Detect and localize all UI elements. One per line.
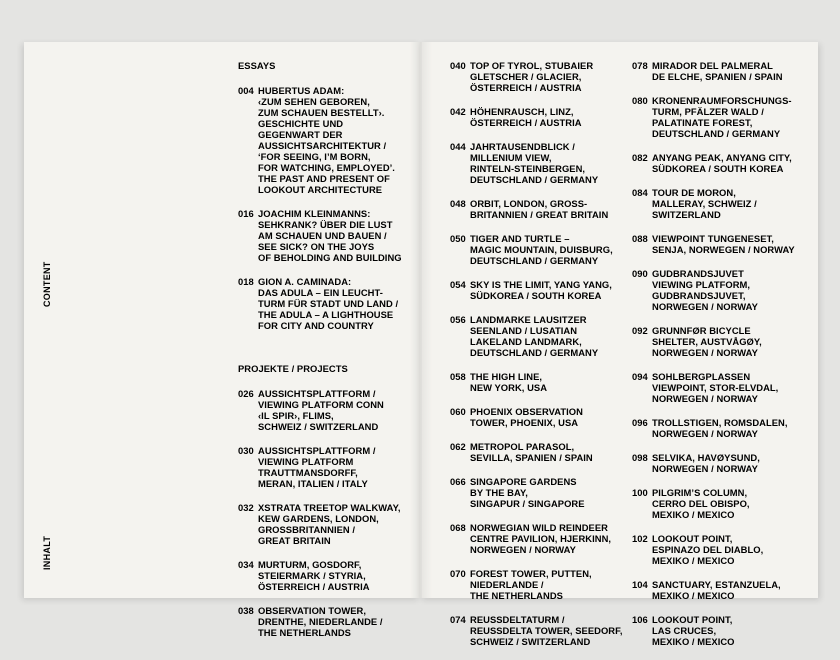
page-number: 068 (450, 522, 466, 533)
page-number: 102 (632, 533, 648, 544)
toc-entry (632, 487, 812, 520)
toc-entry (450, 371, 630, 393)
entry-title: VIEWPOINT TUNGENESET, SENJA, NORWEGEN / NORWAY (652, 233, 795, 255)
entry-title: SKY IS THE LIMIT, YANG YANG, SÜDKOREA / SOUTH KOREA (470, 279, 612, 301)
entry-title: GRUNNFØR BICYCLE SHELTER, AUSTVÅGØY, NORWEGEN / NORWAY (652, 325, 762, 358)
entry-title: TOP OF TYROL, STUBAIER GLETSCHER / GLACIER, ÖSTERREICH / AUSTRIA (470, 60, 594, 93)
entry-title: ORBIT, LONDON, GROSS- BRITANNIEN / GREAT BRITAIN (470, 198, 609, 220)
toc-entry (632, 371, 812, 404)
entry-title: PHOENIX OBSERVATION TOWER, PHOENIX, USA (470, 406, 583, 428)
side-label-inhalt: INHALT (42, 535, 52, 570)
page-number: 094 (632, 371, 648, 382)
entry-title: OBSERVATION TOWER, DRENTHE, NIEDERLANDE / THE NETHERLANDS (258, 605, 383, 638)
projects-heading: PROJEKTE / PROJECTS (238, 363, 348, 374)
page-number: 092 (632, 325, 648, 336)
side-label-content: CONTENT (42, 261, 52, 307)
toc-entry (238, 605, 413, 638)
page-number: 032 (238, 502, 254, 513)
page-number: 030 (238, 445, 254, 456)
page-number: 096 (632, 417, 648, 428)
entry-title: GION A. CAMINADA: DAS ADULA – EIN LEUCHT- TURM FÜR STADT UND LAND / THE ADULA – A LIGHTHOUSE FOR CITY AND COUNTRY (258, 276, 399, 331)
entry-title: SOHLBERGPLASSEN VIEWPOINT, STOR-ELVDAL, NORWEGEN / NORWAY (652, 371, 779, 404)
toc-entry (238, 276, 413, 331)
toc-entry (632, 60, 812, 82)
toc-entry (450, 141, 630, 185)
entry-title: SINGAPORE GARDENS BY THE BAY, SINGAPUR / SINGAPORE (470, 476, 585, 509)
page-number: 004 (238, 85, 254, 96)
entry-title: AUSSICHTSPLATTFORM / VIEWING PLATFORM CONN ‹IL SPIR›, FLIMS, SCHWEIZ / SWITZERLAND (258, 388, 384, 432)
toc-entry (632, 325, 812, 358)
page-number: 054 (450, 279, 466, 290)
toc-entry (238, 388, 413, 432)
page-number: 058 (450, 371, 466, 382)
entry-title: MURTURM, GOSDORF, STEIERMARK / STYRIA, ÖSTERREICH / AUSTRIA (258, 559, 370, 592)
entry-title: TROLLSTIGEN, ROMSDALEN, NORWEGEN / NORWAY (652, 417, 788, 439)
page-number: 084 (632, 187, 648, 198)
entry-title: KRONENRAUMFORSCHUNGS- TURM, PFÄLZER WALD / PALATINATE FOREST, DEUTSCHLAND / GERMANY (652, 95, 792, 139)
page-number: 026 (238, 388, 254, 399)
page-number: 078 (632, 60, 648, 71)
entry-title: AUSSICHTSPLATTFORM / VIEWING PLATFORM TRAUTTMANSDORFF, MERAN, ITALIEN / ITALY (258, 445, 376, 489)
page-number: 060 (450, 406, 466, 417)
toc-entry (450, 522, 630, 555)
entry-title: NORWEGIAN WILD REINDEER CENTRE PAVILION, HJERKINN, NORWEGEN / NORWAY (470, 522, 612, 555)
toc-entry (632, 233, 812, 255)
toc-entry (450, 568, 630, 601)
toc-entry (238, 85, 413, 195)
page-number: 080 (632, 95, 648, 106)
entry-title: LOOKOUT POINT, LAS CRUCES, MEXIKO / MEXICO (652, 614, 735, 647)
toc-entry (450, 279, 630, 301)
entry-title: SELVIKA, HAVØYSUND, NORWEGEN / NORWAY (652, 452, 760, 474)
page-number: 104 (632, 579, 648, 590)
entry-title: ANYANG PEAK, ANYANG CITY, SÜDKOREA / SOUTH KOREA (652, 152, 792, 174)
toc-entry (450, 198, 630, 220)
entry-title: REUSSDELTATURM / REUSSDELTA TOWER, SEEDORF, SCHWEIZ / SWITZERLAND (470, 614, 623, 647)
page-number: 098 (632, 452, 648, 463)
entry-title: JAHRTAUSENDBLICK / MILLENIUM VIEW, RINTELN-STEINBERGEN, DEUTSCHLAND / GERMANY (470, 141, 599, 185)
entry-title: THE HIGH LINE, NEW YORK, USA (470, 371, 548, 393)
essays-list (238, 85, 413, 331)
page-number: 062 (450, 441, 466, 452)
projects-list (238, 388, 413, 638)
toc-entry (450, 314, 630, 358)
page-number: 090 (632, 268, 648, 279)
page-number: 040 (450, 60, 466, 71)
right-column (632, 60, 812, 660)
toc-entry (632, 152, 812, 174)
toc-entry (632, 579, 812, 601)
entry-title: TIGER AND TURTLE – MAGIC MOUNTAIN, DUISBURG, DEUTSCHLAND / GERMANY (470, 233, 613, 266)
page-number: 082 (632, 152, 648, 163)
entry-title: HUBERTUS ADAM: ‹ZUM SEHEN GEBOREN, ZUM SCHAUEN BESTELLT›. GESCHICHTE UND GEGENWART DER AUSSICHTSARCHITEKTUR / ‘FOR SEEING, I’M BORN, FOR WATCHING, EMPLOYED’. THE PAST AND PRESENT OF LOOKOUT ARCHITECTURE (258, 85, 395, 195)
page-number: 050 (450, 233, 466, 244)
page-number: 106 (632, 614, 648, 625)
page-number: 088 (632, 233, 648, 244)
toc-entry (450, 233, 630, 266)
toc-entry (238, 559, 413, 592)
toc-entry (238, 208, 413, 263)
page-number: 042 (450, 106, 466, 117)
page-number: 038 (238, 605, 254, 616)
toc-entry (450, 406, 630, 428)
entry-title: GUDBRANDSJUVET VIEWING PLATFORM, GUDBRANDSJUVET, NORWEGEN / NORWAY (652, 268, 758, 312)
toc-entry (632, 95, 812, 139)
toc-entry (238, 502, 413, 546)
toc-entry (450, 106, 630, 128)
page-number: 066 (450, 476, 466, 487)
toc-entry (632, 452, 812, 474)
essays-column (238, 60, 413, 651)
entry-title: HÖHENRAUSCH, LINZ, ÖSTERREICH / AUSTRIA (470, 106, 582, 128)
toc-entry (632, 417, 812, 439)
toc-entry (450, 614, 630, 647)
page-number: 044 (450, 141, 466, 152)
toc-entry (632, 268, 812, 312)
essays-heading: ESSAYS (238, 60, 276, 71)
toc-entry (632, 614, 812, 647)
page-number: 100 (632, 487, 648, 498)
page-number: 016 (238, 208, 254, 219)
page-number: 048 (450, 198, 466, 209)
page-number: 034 (238, 559, 254, 570)
entry-title: LOOKOUT POINT, ESPINAZO DEL DIABLO, MEXIKO / MEXICO (652, 533, 764, 566)
page-number: 018 (238, 276, 254, 287)
toc-entry (632, 533, 812, 566)
toc-entry (632, 187, 812, 220)
entry-title: FOREST TOWER, PUTTEN, NIEDERLANDE / THE NETHERLANDS (470, 568, 592, 601)
page-number: 056 (450, 314, 466, 325)
toc-entry (238, 445, 413, 489)
entry-title: SANCTUARY, ESTANZUELA, MEXIKO / MEXICO (652, 579, 781, 601)
entry-title: XSTRATA TREETOP WALKWAY, KEW GARDENS, LONDON, GROSSBRITANNIEN / GREAT BRITAIN (258, 502, 401, 546)
page-number: 074 (450, 614, 466, 625)
page-number: 070 (450, 568, 466, 579)
entry-title: TOUR DE MORON, MALLERAY, SCHWEIZ / SWITZERLAND (652, 187, 757, 220)
toc-entry (450, 60, 630, 93)
entry-title: JOACHIM KLEINMANNS: SEHKRANK? ÜBER DIE LUST AM SCHAUEN UND BAUEN / SEE SICK? ON THE JOYS OF BEHOLDING AND BUILDING (258, 208, 402, 263)
toc-entry (450, 476, 630, 509)
entry-title: METROPOL PARASOL, SEVILLA, SPANIEN / SPAIN (470, 441, 593, 463)
center-column (450, 60, 630, 660)
entry-title: LANDMARKE LAUSITZER SEENLAND / LUSATIAN LAKELAND LANDMARK, DEUTSCHLAND / GERMANY (470, 314, 599, 358)
entry-title: PILGRIM’S COLUMN, CERRO DEL OBISPO, MEXIKO / MEXICO (652, 487, 750, 520)
toc-entry (450, 441, 630, 463)
entry-title: MIRADOR DEL PALMERAL DE ELCHE, SPANIEN / SPAIN (652, 60, 783, 82)
